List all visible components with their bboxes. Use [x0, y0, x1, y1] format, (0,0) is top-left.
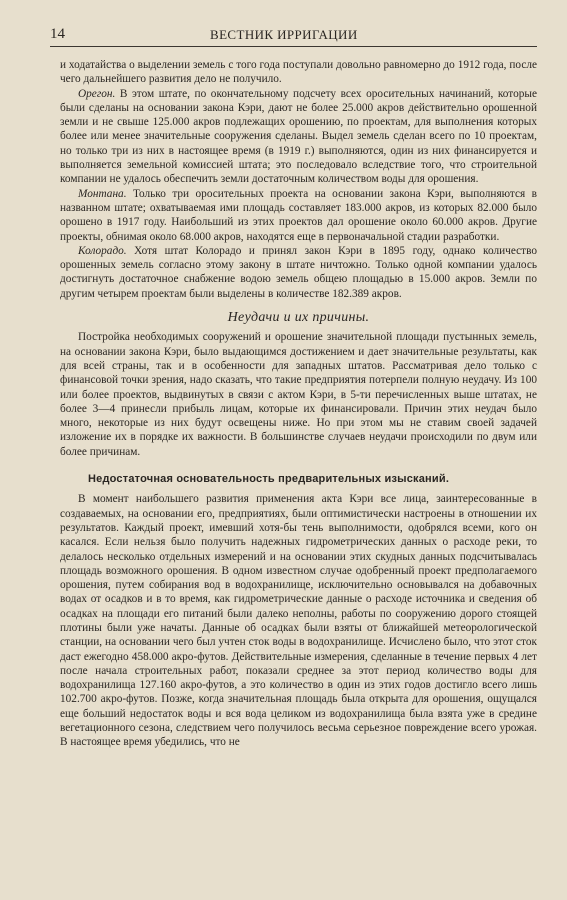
- article-body: [60, 58, 537, 750]
- running-header: [50, 24, 537, 44]
- paragraph-text: и ходатайства о выделении земель с того года поступали довольно равномерно до 1912 года, после чего дальнейшего развития дело не получило.: [60, 59, 537, 86]
- paragraph-colorado: [60, 244, 537, 301]
- paragraph-text: В момент наибольшего развития применения акта Кэри все лица, заинтересованные в создаваемых, на основании его, предприятиях, были оптимистически настроены в отношении их результатов. Каждый проект, имевший хотя-бы тень выполнимости, одобрялся всеми, кого он касался. Если нельзя было получить надежных гидрометрических данных о расходе реки, то делалось несколько отдельных измерений и на основании этих скудных данных подсчитывалась площадь возможного орошения. В одном известном случае одобренный проект предполагаемого орошения, путем собирания вод в водохранилище, исключительно основывался на добавочных водах от осадков и в то время, как гидрометрические данные о расходе источника и сведения об осадках на площади его питаний были далеко неполны, работы по сооружению дорого стоящей плотины были уже начаты. Данные об осадках были взяты от ближайшей метеорологической станции, на основании чего был учтен сток воды в водохранилище. Исчислено было, что этот сток даст ежегодно 458.000 акро-футов. Действительные измерения, сделанные в течение первых 4 лет после начала строительных работ, показали среднее за этот период количество воды для водохранилища 127.160 акро-футов, а это количество в один из этих годов достигло всего лишь 102.700 акро-футов. Позже, когда значительная площадь была открыта для орошения, ощущался еще больший недостаток воды и вся вода целиком из водохранилища была взята уже в средине вегетационного сезона, следствием чего получилось весьма серьезное повреждение всего урожая. В настоящее время убедились, что не: [60, 493, 537, 749]
- header-divider: [50, 46, 537, 47]
- paragraph-oregon: [60, 87, 537, 187]
- state-name-oregon: Орегон.: [78, 87, 116, 100]
- paragraph-text: Только три оросительных проекта на основании закона Кэри, выполняются в названном штате; охватываемая ими площадь составляет 183.000 акров, из которых 82.000 было орошено в 1917 году. Наибольший из этих проектов дал орошение около 60.000 акров. Другие проекты, обнимая около 68.000 акров, находятся еще в первоначальной стадии разработки.: [60, 187, 537, 243]
- paragraph-text: Постройка необходимых сооружений и орошение значительной площади пустынных земель, на основании закона Кэри, было выдающимся достижением и дает значительные результаты, как для всей страны, так и в особенности для западных штатов. Рассматривая дело только с финансовой точки зрения, надо сказать, что такие предприятия потерпели полную неудачу. Из 100 или более проектов, выдвинутых в связи с актом Кэри, в 5-ти перечисленных выше штатах, не более 3—4 принесли прибыль лицам, которые их финансировали. Причин этих неудач было много, некоторые из них будут освещены ниже. Но при этом мы не ставим своей задачей изложение их в порядке их важности. В большинстве случаев неудачи происходили по двум или более причинам.: [60, 331, 537, 458]
- paragraph-text: В этом штате, по окончательному подсчету всех оросительных начинаний, которые были сделаны на основании закона Кэри, дают не более 25.000 акров действительно орошенной земли и не свыше 125.000 акров подлежащих орошению, по проектам, для выполнения которых более или менее значительные сооружения сделаны. Выдел земель сделан всего по 10 проектам, но только три из них в настоящее время (в 1919 г.) выполняются, один из них финансируется и выполняется земельной комиссией штата; это последовало вследствие того, что строительной компании не удалось обеспечить земли достаточным количеством воды для орошения.: [60, 87, 537, 186]
- paragraph-failures: [60, 330, 537, 459]
- journal-title: ВЕСТНИК ИРРИГАЦИИ: [210, 27, 358, 42]
- subsection-heading: Недостаточная основательность предварительных изысканий.: [88, 473, 450, 486]
- paragraph-montana: [60, 187, 537, 244]
- paragraph-continuation: [60, 58, 537, 87]
- paragraph-text: Хотя штат Колорадо и принял закон Кэри в 1895 году, однако количество орошенных земель согласно этому закону в штате ничтожно. Только одной компании удалось достигнуть достаточное снабжение водою земель общею площадью в 15.000 акров. Земли по другим четырем проектам были выделены в количестве 182.389 акров.: [60, 244, 537, 300]
- page-number: 14: [50, 26, 65, 42]
- state-name-montana: Монтана.: [78, 187, 127, 200]
- state-name-colorado: Колорадо.: [78, 244, 127, 257]
- paragraph-surveys: [60, 492, 537, 749]
- section-heading: Неудачи и их причины.: [227, 310, 370, 326]
